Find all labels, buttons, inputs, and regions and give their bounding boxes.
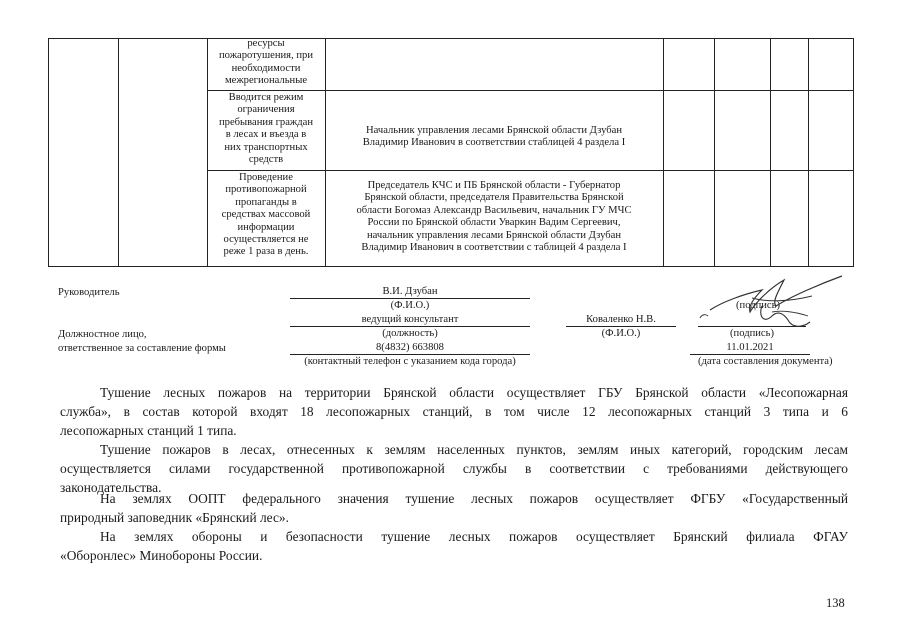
table-row-2-responsible: Начальник управления лесами Брянской области Дзубан Владимир Иванович в соответствии стаблицей 4 раздела I [362, 125, 626, 149]
position-value: ведущий консультант [361, 314, 459, 325]
official-label-line2: ответственное за составление формы [58, 343, 226, 354]
official-signature-caption: (подпись) [730, 328, 774, 339]
paragraph-2: Тушение пожаров в лесах, отнесенных к землям населенных пунктов, землям иных категорий, городским лесам осуществляется силами государственной противопожарной службы в соответствии с требованиями действующего законодательства. [60, 442, 848, 495]
phone-value: 8(4832) 663808 [376, 342, 444, 353]
table-row-1-measure: ресурсы пожаротушения, при необходимости межрегиональные [219, 38, 313, 87]
official-fio-caption: (Ф.И.О.) [601, 328, 641, 339]
table-row-3-measure: Проведение противопожарной пропаганды в средствах массовой информации осуществляется не реже 1 раза в день. [221, 172, 311, 258]
head-name: В.И. Дзубан [382, 286, 438, 297]
paragraph-4: На землях обороны и безопасности тушение лесных пожаров осуществляет Брянский филиала ФГАУ «Оборонлес» Минобороны России. [60, 529, 848, 563]
official-name: Коваленко Н.В. [586, 314, 656, 325]
measures-table [48, 38, 854, 267]
handwritten-signature [692, 272, 862, 338]
phone-caption: (контактный телефон с указанием кода города) [304, 356, 516, 367]
paragraph-3: На землях ООПТ федерального значения тушение лесных пожаров осуществляет ФГБУ «Государственный природный заповедник «Брянский лес». [60, 491, 848, 525]
table-row-2-measure: Вводится режим ограничения пребывания граждан в лесах и въезда в них транспортных средств [218, 92, 314, 166]
official-label-line1: Должностное лицо, [58, 329, 147, 340]
table-row-3-responsible: Председатель КЧС и ПБ Брянской области - Губернатор Брянской области, председателя Правительства Брянской области Богомаз Александр Васильевич, начальник ГУ МЧС России по Брянской области Уваркин Вадим Сергеевич, начальник управления лесами Брянской области Дзубан Владимир Иванович в соответствии с таблицей 4 раздела I [356, 180, 632, 254]
page-number: 138 [826, 596, 845, 610]
head-label: Руководитель [58, 287, 120, 298]
paragraph-1: Тушение лесных пожаров на территории Брянской области осуществляет ГБУ Брянской области «Лесопожарная служба», в состав которой входят 18 лесопожарных станций, в том числе 12 лесопожарных станций 3 типа и 6 лесопожарных станций 1 типа. [60, 385, 848, 438]
position-caption: (должность) [382, 328, 438, 339]
date-value: 11.01.2021 [726, 342, 774, 353]
date-caption: (дата составления документа) [698, 356, 833, 367]
head-signature-caption: (подпись) [736, 300, 780, 311]
head-fio-caption: (Ф.И.О.) [390, 300, 430, 311]
